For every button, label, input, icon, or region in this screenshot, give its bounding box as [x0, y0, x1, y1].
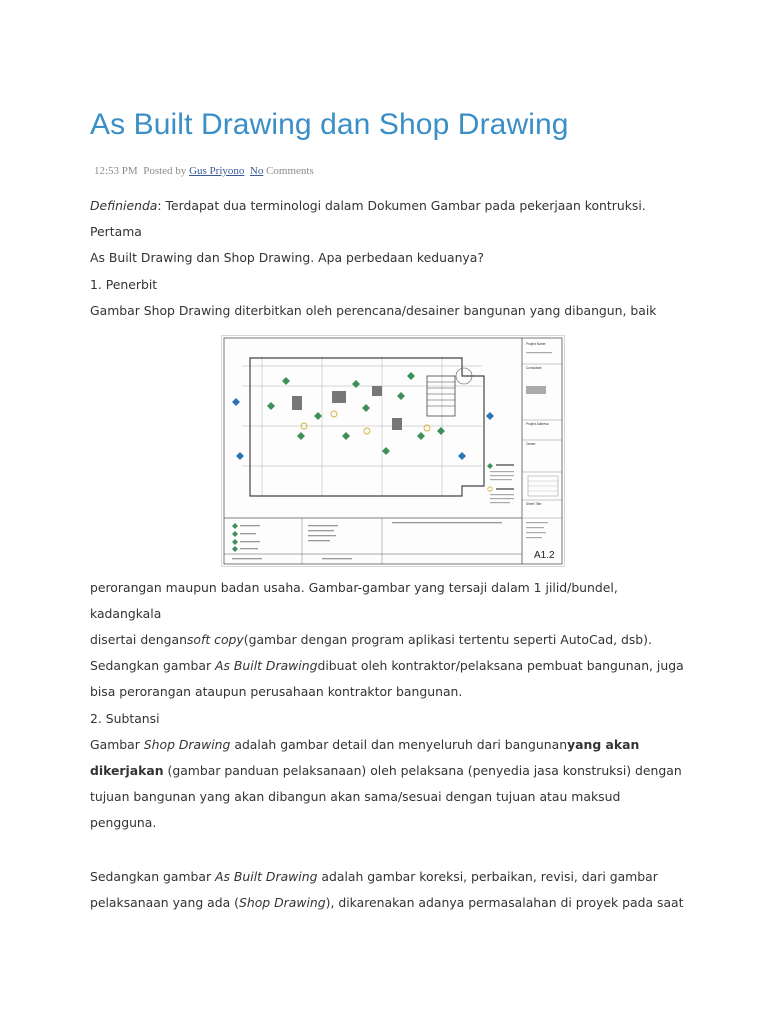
- s2-line-3: tujuan bangunan yang akan dibangun akan sama/sesuai dengan tujuan atau maksud pengguna.: [90, 789, 621, 830]
- shop-drawing-term: Shop Drawing: [143, 737, 231, 752]
- panel-label-owner: Owner:: [526, 442, 537, 446]
- section2-paragraph-2: [90, 864, 690, 916]
- sheet-number: A1.2: [534, 550, 555, 561]
- soft-copy-term: soft copy: [186, 632, 244, 647]
- s2-text-b: adalah gambar detail dan menyeluruh dari bangunan: [230, 737, 568, 752]
- floor-plan-drawing: [222, 336, 564, 566]
- posted-by-label: Posted by: [143, 165, 187, 177]
- s2-bold-b: dikerjakan: [90, 763, 164, 778]
- s2p2-line-2: [90, 890, 690, 916]
- section1-heading: 1. Penerbit: [90, 277, 158, 292]
- s2p2-line-1: [90, 864, 690, 890]
- s2-bold-a: yang akan: [567, 737, 640, 752]
- s2p2-text-d: ), dikarenakan adanya permasalahan di proyek pada saat: [325, 895, 684, 910]
- panel-label-project-name: Project Name:: [526, 342, 547, 346]
- intro-text-1: : Terdapat dua terminologi dalam Dokumen Gambar pada pekerjaan kontruksi. Pertama: [90, 198, 646, 239]
- panel-label-consultant: Consultant:: [526, 366, 543, 370]
- section1-line-1: Gambar Shop Drawing diterbitkan oleh perencana/desainer bangunan yang dibangun, baik: [90, 303, 657, 318]
- comments-link[interactable]: No: [249, 165, 264, 177]
- panel-label-project-address: Project Address:: [526, 422, 550, 426]
- s1p2-line-4: bisa perorangan ataupun perusahaan kontraktor bangunan.: [90, 684, 463, 699]
- shop-drawing-image: [221, 335, 565, 567]
- as-built-term-2: As Built Drawing: [215, 869, 318, 884]
- s1p2-text-b: (gambar dengan program aplikasi tertentu seperti AutoCad, dsb).: [243, 632, 652, 647]
- s2p2-text-c: pelaksanaan yang ada (: [90, 895, 239, 910]
- s1p2-text-a: disertai dengan: [90, 632, 187, 647]
- s1p2-line-2: [90, 627, 690, 653]
- s2-text-a: Gambar: [90, 737, 144, 752]
- s1p2-text-c: Sedangkan gambar: [90, 658, 216, 673]
- s1p2-line-1: perorangan maupun badan usaha. Gambar-gambar yang tersaji dalam 1 jilid/bundel, kadangkala: [90, 580, 618, 621]
- section2-paragraph-1: [90, 706, 690, 836]
- s1p2-line-3: [90, 653, 690, 679]
- intro-line-2: As Built Drawing dan Shop Drawing. Apa perbedaan keduanya?: [90, 250, 484, 265]
- post-meta: [94, 165, 314, 177]
- panel-label-sheet-title: Sheet Title:: [526, 502, 542, 506]
- comments-label: Comments: [266, 165, 314, 177]
- s1p2-text-d: dibuat oleh kontraktor/pelaksana pembuat bangunan, juga: [317, 658, 684, 673]
- post-time: 12:53 PM: [94, 165, 138, 177]
- as-built-term: As Built Drawing: [215, 658, 318, 673]
- s2p2-text-a: Sedangkan gambar: [90, 869, 216, 884]
- s2p2-text-b: adalah gambar koreksi, perbaikan, revisi, dari gambar: [317, 869, 658, 884]
- s2-line-2: [90, 758, 690, 784]
- section1-paragraph-2: [90, 575, 690, 705]
- section2-heading: 2. Subtansi: [90, 711, 160, 726]
- author-link[interactable]: Gus Priyono: [189, 165, 245, 177]
- shop-drawing-term-2: Shop Drawing: [238, 895, 326, 910]
- intro-paragraph: [90, 193, 690, 271]
- intro-line-1: [90, 193, 690, 245]
- s2-text-c: (gambar panduan pelaksanaan) oleh pelaksana (penyedia jasa konstruksi) dengan: [163, 763, 682, 778]
- post-title: As Built Drawing dan Shop Drawing: [90, 108, 569, 141]
- intro-term: Definienda: [90, 198, 158, 213]
- section1-start: [90, 272, 690, 324]
- s2-line-1: [90, 732, 690, 758]
